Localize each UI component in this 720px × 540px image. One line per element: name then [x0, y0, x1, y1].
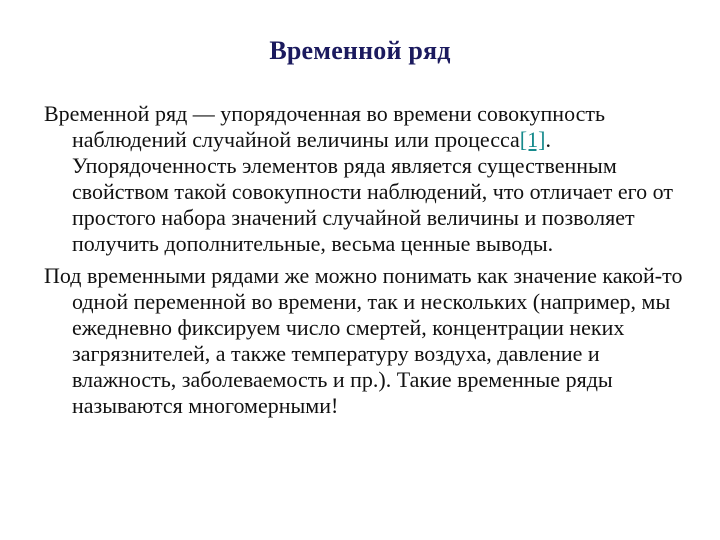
- slide-title: Временной ряд: [269, 36, 451, 65]
- slide-body: [44, 101, 684, 425]
- paragraph-multivariate: [44, 263, 684, 419]
- paragraph-definition: [44, 101, 684, 257]
- definition-text-continued: . Упорядоченность элементов ряда является существенным свойством такой совокупности наблюдений, что отличает его от простого набора значений случайной величины и позволяет получить дополнительные, весьма ценные выводы.: [72, 127, 673, 256]
- reference-link[interactable]: [1]: [519, 127, 546, 152]
- multivariate-text: Под временными рядами же можно понимать как значение какой-то одной переменной во времени, так и нескольких (например, мы ежедневно фиксируем число смертей, концентрации неких загрязнителей, а также температуру воздуха, давление и влажность, заболеваемость и пр.). Такие временные ряды называются многомерными!: [44, 263, 683, 418]
- definition-text: Временной ряд — упорядоченная во времени совокупность наблюдений случайной величины или процесса: [44, 101, 606, 152]
